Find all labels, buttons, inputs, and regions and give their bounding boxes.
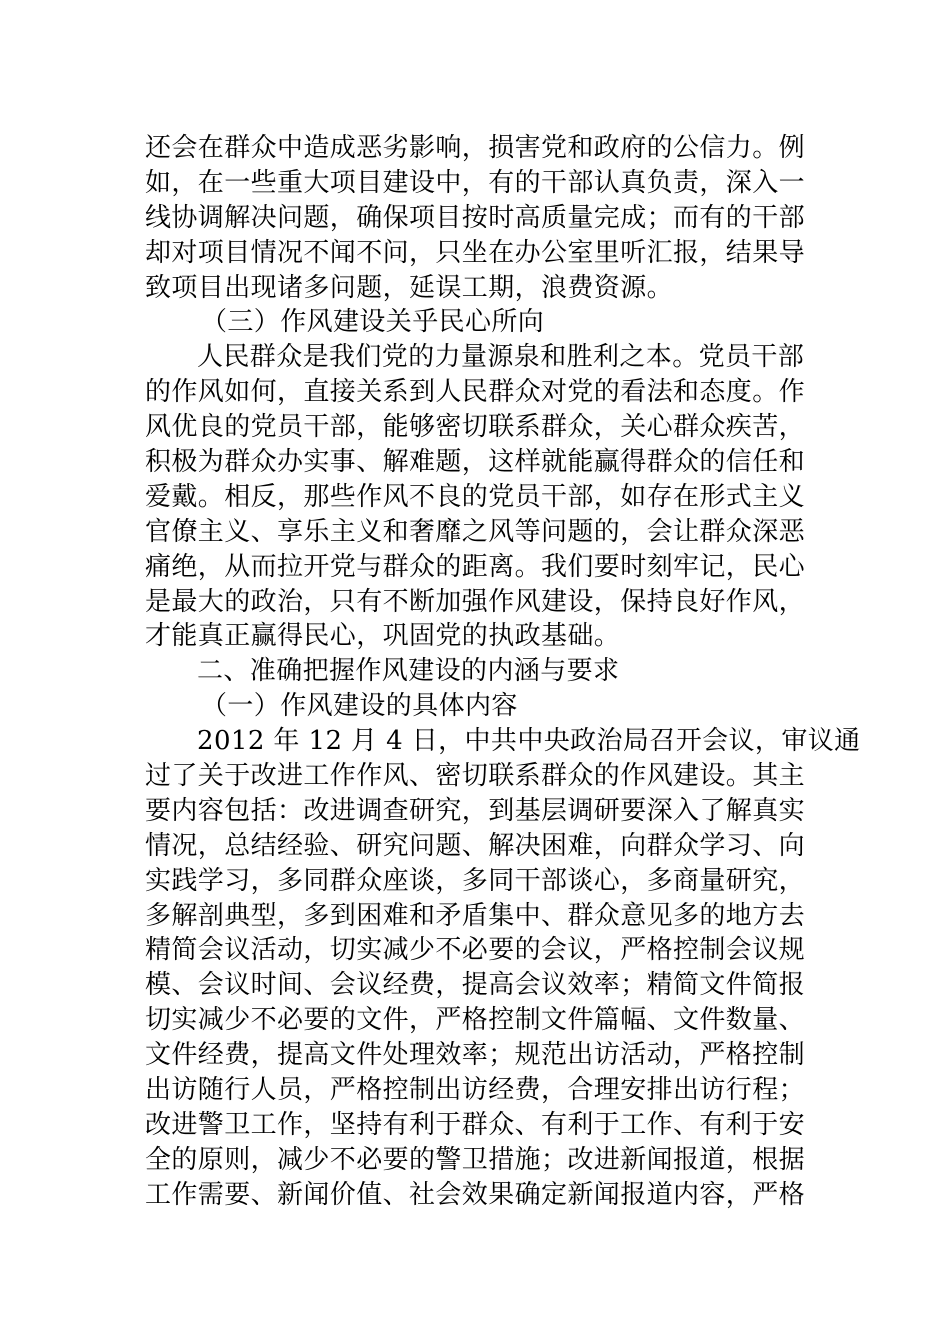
paragraph-first-line: 二、准确把握作风建设的内涵与要求 <box>197 656 620 687</box>
section-subheading: （一）作风建设的具体内容 <box>201 691 518 722</box>
text-line: 是最大的政治，只有不断加强作风建设，保持良好作风， <box>145 586 806 617</box>
text-line: 模、会议时间、会议经费，提高会议效率；精简文件简报 <box>145 970 806 1001</box>
text-line: 线协调解决问题，确保项目按时高质量完成；而有的干部 <box>145 202 806 233</box>
text-line: 工作需要、新闻价值、社会效果确定新闻报道内容，严格 <box>145 1179 806 1210</box>
text-line: 改进警卫工作，坚持有利于群众、有利于工作、有利于安 <box>145 1109 806 1140</box>
text-line: 文件经费，提高文件处理效率；规范出访活动，严格控制 <box>145 1040 806 1071</box>
text-line: 风优良的党员干部，能够密切联系群众，关心群众疾苦， <box>145 412 806 443</box>
text-line: 如，在一些重大项目建设中，有的干部认真负责，深入一 <box>145 167 806 198</box>
text-line: 过了关于改进工作作风、密切联系群众的作风建设。其主 <box>145 761 806 792</box>
paragraph-first-line: 2012 年 12 月 4 日，中共中央政治局召开会议，审议通 <box>197 726 861 757</box>
text-line: 全的原则，减少不必要的警卫措施；改进新闻报道，根据 <box>145 1144 806 1175</box>
text-line: 实践学习，多同群众座谈，多同干部谈心，多商量研究， <box>145 865 806 896</box>
text-line: 切实减少不必要的文件，严格控制文件篇幅、文件数量、 <box>145 1005 806 1036</box>
text-line: 痛绝，从而拉开党与群众的距离。我们要时刻牢记，民心 <box>145 551 806 582</box>
text-line: 要内容包括：改进调查研究，到基层调研要深入了解真实 <box>145 795 806 826</box>
text-line: 积极为群众办实事、解难题，这样就能赢得群众的信任和 <box>145 447 806 478</box>
text-line: 精简会议活动，切实减少不必要的会议，严格控制会议规 <box>145 935 806 966</box>
paragraph-first-line: 人民群众是我们党的力量源泉和胜利之本。党员干部 <box>197 342 805 373</box>
text-line: 官僚主义、享乐主义和奢靡之风等问题的，会让群众深恶 <box>145 516 806 547</box>
text-line: 多解剖典型，多到困难和矛盾集中、群众意见多的地方去 <box>145 900 806 931</box>
text-line: 情况，总结经验、研究问题、解决困难，向群众学习、向 <box>145 830 806 861</box>
text-line: 出访随行人员，严格控制出访经费，合理安排出访行程； <box>145 1075 806 1106</box>
text-line: 的作风如何，直接关系到人民群众对党的看法和态度。作 <box>145 377 806 408</box>
text-line: 却对项目情况不闻不问，只坐在办公室里听汇报，结果导 <box>145 237 806 268</box>
text-line: 还会在群众中造成恶劣影响，损害党和政府的公信力。例 <box>145 133 806 163</box>
document-body <box>145 131 861 1213</box>
text-line: 才能真正赢得民心，巩固党的执政基础。 <box>145 621 621 652</box>
text-line: 爱戴。相反，那些作风不良的党员干部，如存在形式主义 <box>145 481 806 512</box>
section-subheading: （三）作风建设关乎民心所向 <box>201 307 545 338</box>
text-line: 致项目出现诸多问题，延误工期，浪费资源。 <box>145 272 674 303</box>
